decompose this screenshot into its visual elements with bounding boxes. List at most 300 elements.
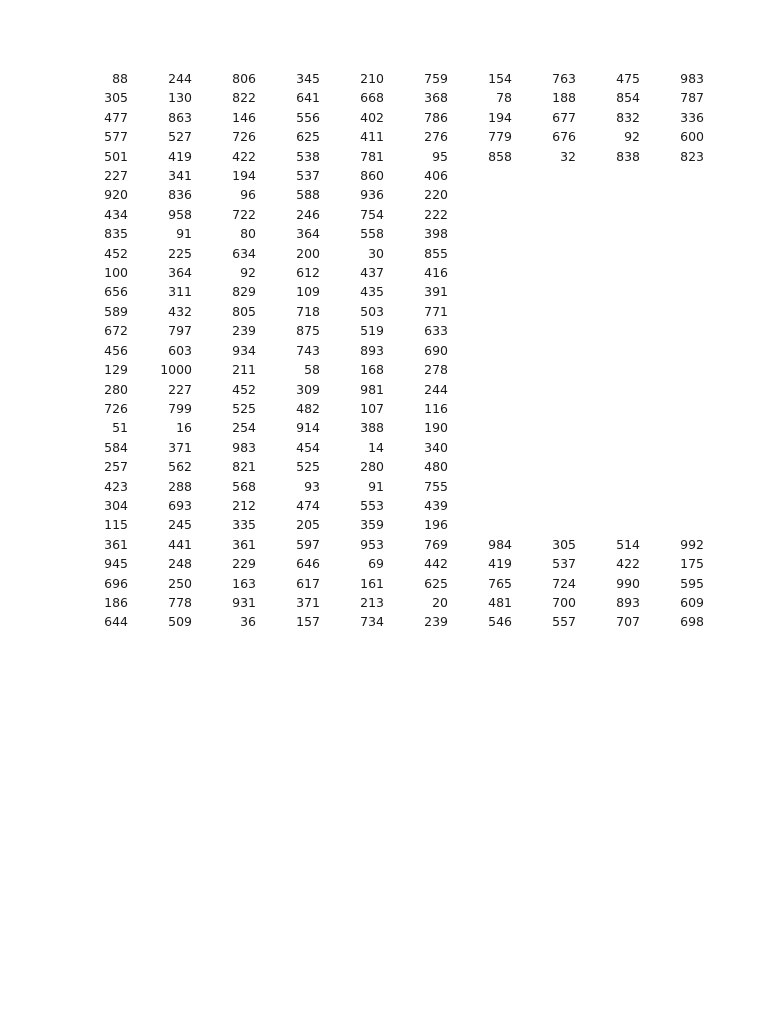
table-cell: 557 — [552, 614, 576, 630]
table-cell: 759 — [424, 71, 448, 86]
table-cell — [451, 457, 515, 476]
table-cell — [579, 496, 643, 515]
table-cell — [643, 496, 707, 515]
table-cell: 361 — [232, 536, 256, 552]
table-cell — [643, 205, 707, 224]
table-cell — [515, 515, 579, 534]
table-cell — [579, 244, 643, 263]
table-cell: 368 — [424, 90, 448, 106]
table-cell — [515, 341, 579, 360]
table-cell — [643, 263, 707, 282]
table-cell: 80 — [240, 226, 256, 242]
table-cell — [643, 457, 707, 476]
table-cell: 335 — [232, 517, 256, 533]
table-cell: 239 — [232, 323, 256, 339]
table-cell: 454 — [296, 439, 320, 455]
table-cell: 797 — [168, 323, 192, 339]
table-cell: 769 — [424, 536, 448, 552]
table-cell: 371 — [296, 594, 320, 610]
table-cell — [579, 166, 643, 185]
table-cell: 452 — [104, 245, 128, 261]
table-cell: 696 — [104, 575, 128, 591]
table-cell: 391 — [424, 284, 448, 300]
table-cell: 309 — [296, 381, 320, 397]
table-cell — [515, 263, 579, 282]
table-cell — [515, 224, 579, 243]
table-cell: 435 — [360, 284, 384, 300]
table-row — [67, 418, 707, 437]
table-cell — [515, 302, 579, 321]
table-cell: 336 — [680, 109, 704, 125]
table-cell: 875 — [296, 323, 320, 339]
table-row — [67, 399, 707, 418]
table-cell — [451, 341, 515, 360]
table-cell: 893 — [360, 342, 384, 358]
table-cell: 633 — [424, 323, 448, 339]
table-cell: 437 — [360, 265, 384, 281]
table-cell: 20 — [432, 594, 448, 610]
table-cell: 743 — [296, 342, 320, 358]
table-cell: 371 — [168, 439, 192, 455]
table-row — [67, 515, 707, 534]
table-cell: 225 — [168, 245, 192, 261]
table-cell: 196 — [424, 517, 448, 533]
table-cell: 558 — [360, 226, 384, 242]
table-row — [67, 147, 707, 166]
table-cell: 722 — [232, 206, 256, 222]
table-cell: 163 — [232, 575, 256, 591]
table-cell: 78 — [496, 90, 512, 106]
table-cell: 990 — [616, 575, 640, 591]
table-cell: 600 — [680, 129, 704, 145]
table-cell: 442 — [424, 556, 448, 572]
table-cell: 227 — [168, 381, 192, 397]
table-cell: 422 — [232, 148, 256, 164]
table-cell — [515, 205, 579, 224]
table-cell — [579, 380, 643, 399]
table-cell — [579, 438, 643, 457]
table-cell: 519 — [360, 323, 384, 339]
table-row — [67, 438, 707, 457]
table-cell — [451, 224, 515, 243]
table-cell: 477 — [104, 109, 128, 125]
table-cell: 676 — [552, 129, 576, 145]
table-cell: 893 — [616, 594, 640, 610]
table-cell — [515, 418, 579, 437]
table-row — [67, 554, 707, 573]
table-cell — [643, 282, 707, 301]
table-cell: 239 — [424, 614, 448, 630]
table-cell: 546 — [488, 614, 512, 630]
table-cell: 107 — [360, 400, 384, 416]
table-cell: 690 — [424, 342, 448, 358]
table-cell: 402 — [360, 109, 384, 125]
table-cell: 474 — [296, 497, 320, 513]
table-cell: 854 — [616, 90, 640, 106]
table-cell — [515, 399, 579, 418]
table-cell: 577 — [104, 129, 128, 145]
table-cell: 799 — [168, 400, 192, 416]
table-row — [67, 185, 707, 204]
table-cell: 359 — [360, 517, 384, 533]
table-row — [67, 205, 707, 224]
table-cell: 556 — [296, 109, 320, 125]
table-cell: 432 — [168, 303, 192, 319]
table-cell: 364 — [296, 226, 320, 242]
table-cell — [515, 282, 579, 301]
table-cell: 434 — [104, 206, 128, 222]
table-cell — [643, 166, 707, 185]
table-cell: 724 — [552, 575, 576, 591]
table-cell: 364 — [168, 265, 192, 281]
number-grid-body — [67, 69, 707, 632]
table-cell: 92 — [624, 129, 640, 145]
table-cell: 92 — [240, 265, 256, 281]
table-cell: 361 — [104, 536, 128, 552]
table-cell: 161 — [360, 575, 384, 591]
table-cell: 656 — [104, 284, 128, 300]
table-cell: 388 — [360, 420, 384, 436]
table-cell: 345 — [296, 71, 320, 86]
table-cell: 154 — [488, 71, 512, 86]
table-cell — [643, 360, 707, 379]
table-cell: 88 — [112, 71, 128, 86]
table-cell: 983 — [680, 71, 704, 86]
table-cell: 30 — [368, 245, 384, 261]
table-cell: 835 — [104, 226, 128, 242]
table-cell: 411 — [360, 129, 384, 145]
table-row — [67, 302, 707, 321]
table-cell — [643, 321, 707, 340]
table-cell — [579, 457, 643, 476]
table-cell: 95 — [432, 148, 448, 164]
table-cell — [643, 185, 707, 204]
table-cell: 779 — [488, 129, 512, 145]
table-cell: 538 — [296, 148, 320, 164]
table-row — [67, 127, 707, 146]
table-cell: 146 — [232, 109, 256, 125]
table-cell — [579, 477, 643, 496]
table-cell: 222 — [424, 206, 448, 222]
table-cell: 914 — [296, 420, 320, 436]
table-cell: 646 — [296, 556, 320, 572]
table-cell: 475 — [616, 71, 640, 86]
table-cell: 641 — [296, 90, 320, 106]
table-cell — [643, 438, 707, 457]
table-cell: 771 — [424, 303, 448, 319]
table-cell: 765 — [488, 575, 512, 591]
table-cell: 109 — [296, 284, 320, 300]
table-cell — [579, 185, 643, 204]
table-cell: 726 — [104, 400, 128, 416]
table-cell: 245 — [168, 517, 192, 533]
table-cell: 597 — [296, 536, 320, 552]
table-cell: 983 — [232, 439, 256, 455]
table-cell: 482 — [296, 400, 320, 416]
table-row — [67, 593, 707, 612]
table-cell: 100 — [104, 265, 128, 281]
table-cell — [451, 477, 515, 496]
table-cell: 501 — [104, 148, 128, 164]
table-cell: 194 — [232, 168, 256, 184]
table-cell — [515, 360, 579, 379]
table-cell: 220 — [424, 187, 448, 203]
table-cell: 96 — [240, 187, 256, 203]
table-cell — [579, 399, 643, 418]
table-cell — [451, 282, 515, 301]
table-cell — [451, 360, 515, 379]
table-cell: 194 — [488, 109, 512, 125]
table-row — [67, 108, 707, 127]
table-cell: 822 — [232, 90, 256, 106]
table-cell: 934 — [232, 342, 256, 358]
table-cell: 213 — [360, 594, 384, 610]
table-cell — [579, 263, 643, 282]
table-row — [67, 457, 707, 476]
table-cell: 276 — [424, 129, 448, 145]
table-cell: 584 — [104, 439, 128, 455]
table-cell: 755 — [424, 478, 448, 494]
table-cell: 992 — [680, 536, 704, 552]
table-cell: 787 — [680, 90, 704, 106]
table-row — [67, 535, 707, 554]
table-cell — [515, 166, 579, 185]
table-cell: 936 — [360, 187, 384, 203]
table-cell: 677 — [552, 109, 576, 125]
table-cell — [451, 418, 515, 437]
table-cell: 69 — [368, 556, 384, 572]
table-cell: 668 — [360, 90, 384, 106]
table-cell: 781 — [360, 148, 384, 164]
table-cell — [451, 302, 515, 321]
table-cell: 920 — [104, 187, 128, 203]
table-cell: 612 — [296, 265, 320, 281]
table-cell: 129 — [104, 362, 128, 378]
table-cell: 568 — [232, 478, 256, 494]
table-cell: 634 — [232, 245, 256, 261]
table-cell: 644 — [104, 614, 128, 630]
table-cell: 481 — [488, 594, 512, 610]
table-cell: 452 — [232, 381, 256, 397]
table-cell: 707 — [616, 614, 640, 630]
table-cell: 419 — [488, 556, 512, 572]
table-row — [67, 88, 707, 107]
table-cell — [515, 477, 579, 496]
table-cell — [579, 205, 643, 224]
table-cell — [515, 185, 579, 204]
table-cell: 16 — [176, 420, 192, 436]
table-cell: 595 — [680, 575, 704, 591]
table-cell: 525 — [232, 400, 256, 416]
table-cell: 168 — [360, 362, 384, 378]
table-cell: 423 — [104, 478, 128, 494]
table-cell — [451, 496, 515, 515]
table-cell: 589 — [104, 303, 128, 319]
table-cell: 588 — [296, 187, 320, 203]
table-cell: 244 — [168, 71, 192, 86]
table-cell: 537 — [552, 556, 576, 572]
table-cell: 416 — [424, 265, 448, 281]
table-cell: 984 — [488, 536, 512, 552]
table-cell: 821 — [232, 459, 256, 475]
table-cell: 14 — [368, 439, 384, 455]
table-cell: 480 — [424, 459, 448, 475]
table-cell — [451, 321, 515, 340]
table-cell: 278 — [424, 362, 448, 378]
table-cell: 398 — [424, 226, 448, 242]
table-cell — [643, 380, 707, 399]
table-cell — [451, 166, 515, 185]
table-cell: 503 — [360, 303, 384, 319]
table-cell — [451, 438, 515, 457]
table-cell: 116 — [424, 400, 448, 416]
table-cell: 754 — [360, 206, 384, 222]
table-cell: 860 — [360, 168, 384, 184]
table-cell: 836 — [168, 187, 192, 203]
table-cell: 130 — [168, 90, 192, 106]
table-cell — [451, 263, 515, 282]
table-cell: 115 — [104, 517, 128, 533]
table-cell: 514 — [616, 536, 640, 552]
table-cell: 200 — [296, 245, 320, 261]
table-cell — [579, 282, 643, 301]
table-row — [67, 69, 707, 88]
table-cell — [515, 244, 579, 263]
table-row — [67, 496, 707, 515]
table-cell: 340 — [424, 439, 448, 455]
table-cell: 305 — [552, 536, 576, 552]
table-cell — [451, 185, 515, 204]
table-cell: 981 — [360, 381, 384, 397]
table-cell: 562 — [168, 459, 192, 475]
table-cell — [451, 399, 515, 418]
table-cell: 188 — [552, 90, 576, 106]
table-cell: 257 — [104, 459, 128, 475]
table-cell — [579, 360, 643, 379]
table-cell: 805 — [232, 303, 256, 319]
table-cell: 958 — [168, 206, 192, 222]
table-row — [67, 321, 707, 340]
table-cell: 280 — [360, 459, 384, 475]
table-cell — [643, 244, 707, 263]
table-cell: 726 — [232, 129, 256, 145]
table-row — [67, 282, 707, 301]
table-cell: 672 — [104, 323, 128, 339]
table-row — [67, 574, 707, 593]
table-cell: 205 — [296, 517, 320, 533]
table-cell: 157 — [296, 614, 320, 630]
table-cell: 718 — [296, 303, 320, 319]
table-cell: 778 — [168, 594, 192, 610]
table-cell: 863 — [168, 109, 192, 125]
table-cell: 250 — [168, 575, 192, 591]
table-cell: 953 — [360, 536, 384, 552]
table-cell — [643, 418, 707, 437]
table-row — [67, 612, 707, 631]
table-row — [67, 380, 707, 399]
table-cell: 700 — [552, 594, 576, 610]
table-cell: 304 — [104, 497, 128, 513]
table-cell: 246 — [296, 206, 320, 222]
table-cell: 945 — [104, 556, 128, 572]
table-cell: 93 — [304, 478, 320, 494]
table-cell: 603 — [168, 342, 192, 358]
table-cell: 734 — [360, 614, 384, 630]
table-cell — [643, 341, 707, 360]
table-cell: 829 — [232, 284, 256, 300]
table-cell: 525 — [296, 459, 320, 475]
table-cell: 186 — [104, 594, 128, 610]
table-cell — [579, 321, 643, 340]
table-cell: 838 — [616, 148, 640, 164]
table-cell — [515, 457, 579, 476]
table-row — [67, 224, 707, 243]
table-cell — [643, 515, 707, 534]
table-cell — [515, 321, 579, 340]
table-cell: 51 — [112, 420, 128, 436]
table-cell: 288 — [168, 478, 192, 494]
table-cell — [579, 302, 643, 321]
table-cell: 175 — [680, 556, 704, 572]
table-cell: 823 — [680, 148, 704, 164]
table-cell: 211 — [232, 362, 256, 378]
table-cell: 58 — [304, 362, 320, 378]
number-grid — [67, 69, 707, 632]
table-cell: 527 — [168, 129, 192, 145]
table-cell — [451, 380, 515, 399]
table-cell — [643, 224, 707, 243]
table-cell: 341 — [168, 168, 192, 184]
table-cell — [515, 496, 579, 515]
table-cell — [579, 418, 643, 437]
table-cell — [515, 380, 579, 399]
table-cell: 832 — [616, 109, 640, 125]
table-cell: 305 — [104, 90, 128, 106]
table-cell: 553 — [360, 497, 384, 513]
table-row — [67, 477, 707, 496]
table-cell: 609 — [680, 594, 704, 610]
table-cell — [643, 302, 707, 321]
table-cell: 625 — [424, 575, 448, 591]
table-cell: 36 — [240, 614, 256, 630]
table-cell: 698 — [680, 614, 704, 630]
table-cell — [451, 205, 515, 224]
table-cell: 419 — [168, 148, 192, 164]
table-cell: 254 — [232, 420, 256, 436]
table-cell: 1000 — [160, 362, 192, 378]
table-cell: 931 — [232, 594, 256, 610]
table-cell: 858 — [488, 148, 512, 164]
table-cell — [515, 438, 579, 457]
table-cell — [643, 477, 707, 496]
table-row — [67, 341, 707, 360]
table-cell: 806 — [232, 71, 256, 86]
table-cell: 693 — [168, 497, 192, 513]
table-cell — [579, 515, 643, 534]
table-row — [67, 244, 707, 263]
table-row — [67, 263, 707, 282]
table-cell: 244 — [424, 381, 448, 397]
table-cell — [579, 224, 643, 243]
table-cell: 91 — [176, 226, 192, 242]
table-cell: 456 — [104, 342, 128, 358]
table-cell: 439 — [424, 497, 448, 513]
table-cell — [451, 244, 515, 263]
table-cell: 280 — [104, 381, 128, 397]
table-cell: 763 — [552, 71, 576, 86]
table-cell: 422 — [616, 556, 640, 572]
table-cell: 537 — [296, 168, 320, 184]
